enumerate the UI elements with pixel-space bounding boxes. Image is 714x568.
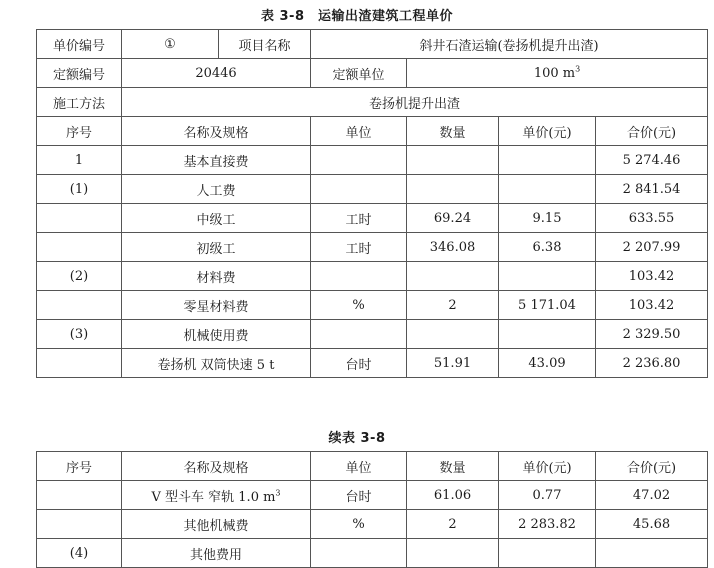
row-price: [499, 175, 596, 204]
row-total: 633.55: [596, 204, 708, 233]
column-header-row: [37, 452, 708, 481]
row-total: 47.02: [596, 481, 708, 510]
row-no: (4): [37, 539, 122, 568]
continued-unit-price-table: [36, 451, 708, 568]
col-header-no: 序号: [37, 117, 122, 146]
table-row: [37, 204, 708, 233]
row-unit: [311, 539, 407, 568]
info-row-3: [37, 88, 708, 117]
row-name: 材料费: [122, 262, 311, 291]
col-header-unit: 单位: [311, 452, 407, 481]
row-price: 6.38: [499, 233, 596, 262]
row-name: 基本直接费: [122, 146, 311, 175]
row-price: 2 283.82: [499, 510, 596, 539]
quota-unit-value: 100 $m^3$: [407, 59, 708, 88]
table-row: [37, 291, 708, 320]
row-no: [37, 510, 122, 539]
row-name: 人工费: [122, 175, 311, 204]
row-qty: 51.91: [407, 349, 499, 378]
row-total: 2 329.50: [596, 320, 708, 349]
table-row: [37, 320, 708, 349]
quota-no-value: 20446: [122, 59, 311, 88]
row-price: 43.09: [499, 349, 596, 378]
row-qty: 61.06: [407, 481, 499, 510]
row-qty: [407, 146, 499, 175]
row-name: V 型斗车 窄轨 1.0 $m^3$: [122, 481, 311, 510]
row-price: 5 171.04: [499, 291, 596, 320]
col-header-qty: 数量: [407, 452, 499, 481]
row-no: (1): [37, 175, 122, 204]
row-qty: [407, 175, 499, 204]
table-row: [37, 539, 708, 568]
row-name: 卷扬机 双筒快速 5 t: [122, 349, 311, 378]
row-name: 零星材料费: [122, 291, 311, 320]
row-total: 2 841.54: [596, 175, 708, 204]
table-title: 表 3-8 运输出渣建筑工程单价: [260, 9, 453, 24]
row-no: [37, 481, 122, 510]
row-total: 45.68: [596, 510, 708, 539]
project-name-value: 斜井石渣运输(卷扬机提升出渣): [311, 30, 708, 59]
unit-price-table: [36, 29, 708, 378]
row-unit: 工时: [311, 204, 407, 233]
col-header-price: 单价(元): [499, 452, 596, 481]
row-unit: %: [311, 291, 407, 320]
row-name: 中级工: [122, 204, 311, 233]
row-no: [37, 233, 122, 262]
row-total: 103.42: [596, 291, 708, 320]
row-total: 2 207.99: [596, 233, 708, 262]
row-no: (3): [37, 320, 122, 349]
project-name-label: 项目名称: [219, 30, 311, 59]
row-name: 其他费用: [122, 539, 311, 568]
unit-price-no-value: ①: [122, 30, 219, 59]
row-total: 103.42: [596, 262, 708, 291]
row-price: [499, 262, 596, 291]
col-header-price: 单价(元): [499, 117, 596, 146]
row-price: 9.15: [499, 204, 596, 233]
row-total: [596, 539, 708, 568]
row-qty: [407, 262, 499, 291]
row-no: [37, 349, 122, 378]
row-no: [37, 204, 122, 233]
table-row: [37, 233, 708, 262]
col-header-name: 名称及规格: [122, 452, 311, 481]
row-no: [37, 291, 122, 320]
table-row: [37, 481, 708, 510]
col-header-qty: 数量: [407, 117, 499, 146]
col-header-unit: 单位: [311, 117, 407, 146]
info-row-1: [37, 30, 708, 59]
row-price: [499, 320, 596, 349]
unit-price-no-label: 单价编号: [37, 30, 122, 59]
row-name: 机械使用费: [122, 320, 311, 349]
row-unit: [311, 146, 407, 175]
method-value: 卷扬机提升出渣: [122, 88, 708, 117]
row-total: 2 236.80: [596, 349, 708, 378]
row-unit: [311, 175, 407, 204]
row-name: 初级工: [122, 233, 311, 262]
row-total: 5 274.46: [596, 146, 708, 175]
row-no: 1: [37, 146, 122, 175]
col-header-total: 合价(元): [596, 452, 708, 481]
row-qty: 2: [407, 291, 499, 320]
table-row: [37, 510, 708, 539]
row-unit: 台时: [311, 481, 407, 510]
quota-no-label: 定额编号: [37, 59, 122, 88]
col-header-name: 名称及规格: [122, 117, 311, 146]
table-row: [37, 146, 708, 175]
row-qty: 69.24: [407, 204, 499, 233]
row-name: 其他机械费: [122, 510, 311, 539]
column-header-row: [37, 117, 708, 146]
row-qty: 346.08: [407, 233, 499, 262]
row-qty: 2: [407, 510, 499, 539]
continued-table-title: 续表 3-8: [328, 431, 386, 446]
row-price: [499, 539, 596, 568]
table-row: [37, 175, 708, 204]
row-unit: 工时: [311, 233, 407, 262]
col-header-no: 序号: [37, 452, 122, 481]
row-qty: [407, 320, 499, 349]
row-unit: [311, 262, 407, 291]
table-row: [37, 349, 708, 378]
quota-unit-label: 定额单位: [311, 59, 407, 88]
col-header-total: 合价(元): [596, 117, 708, 146]
row-unit: %: [311, 510, 407, 539]
row-price: [499, 146, 596, 175]
row-no: (2): [37, 262, 122, 291]
row-qty: [407, 539, 499, 568]
info-row-2: [37, 59, 708, 88]
table-row: [37, 262, 708, 291]
row-unit: [311, 320, 407, 349]
method-label: 施工方法: [37, 88, 122, 117]
row-unit: 台时: [311, 349, 407, 378]
row-price: 0.77: [499, 481, 596, 510]
